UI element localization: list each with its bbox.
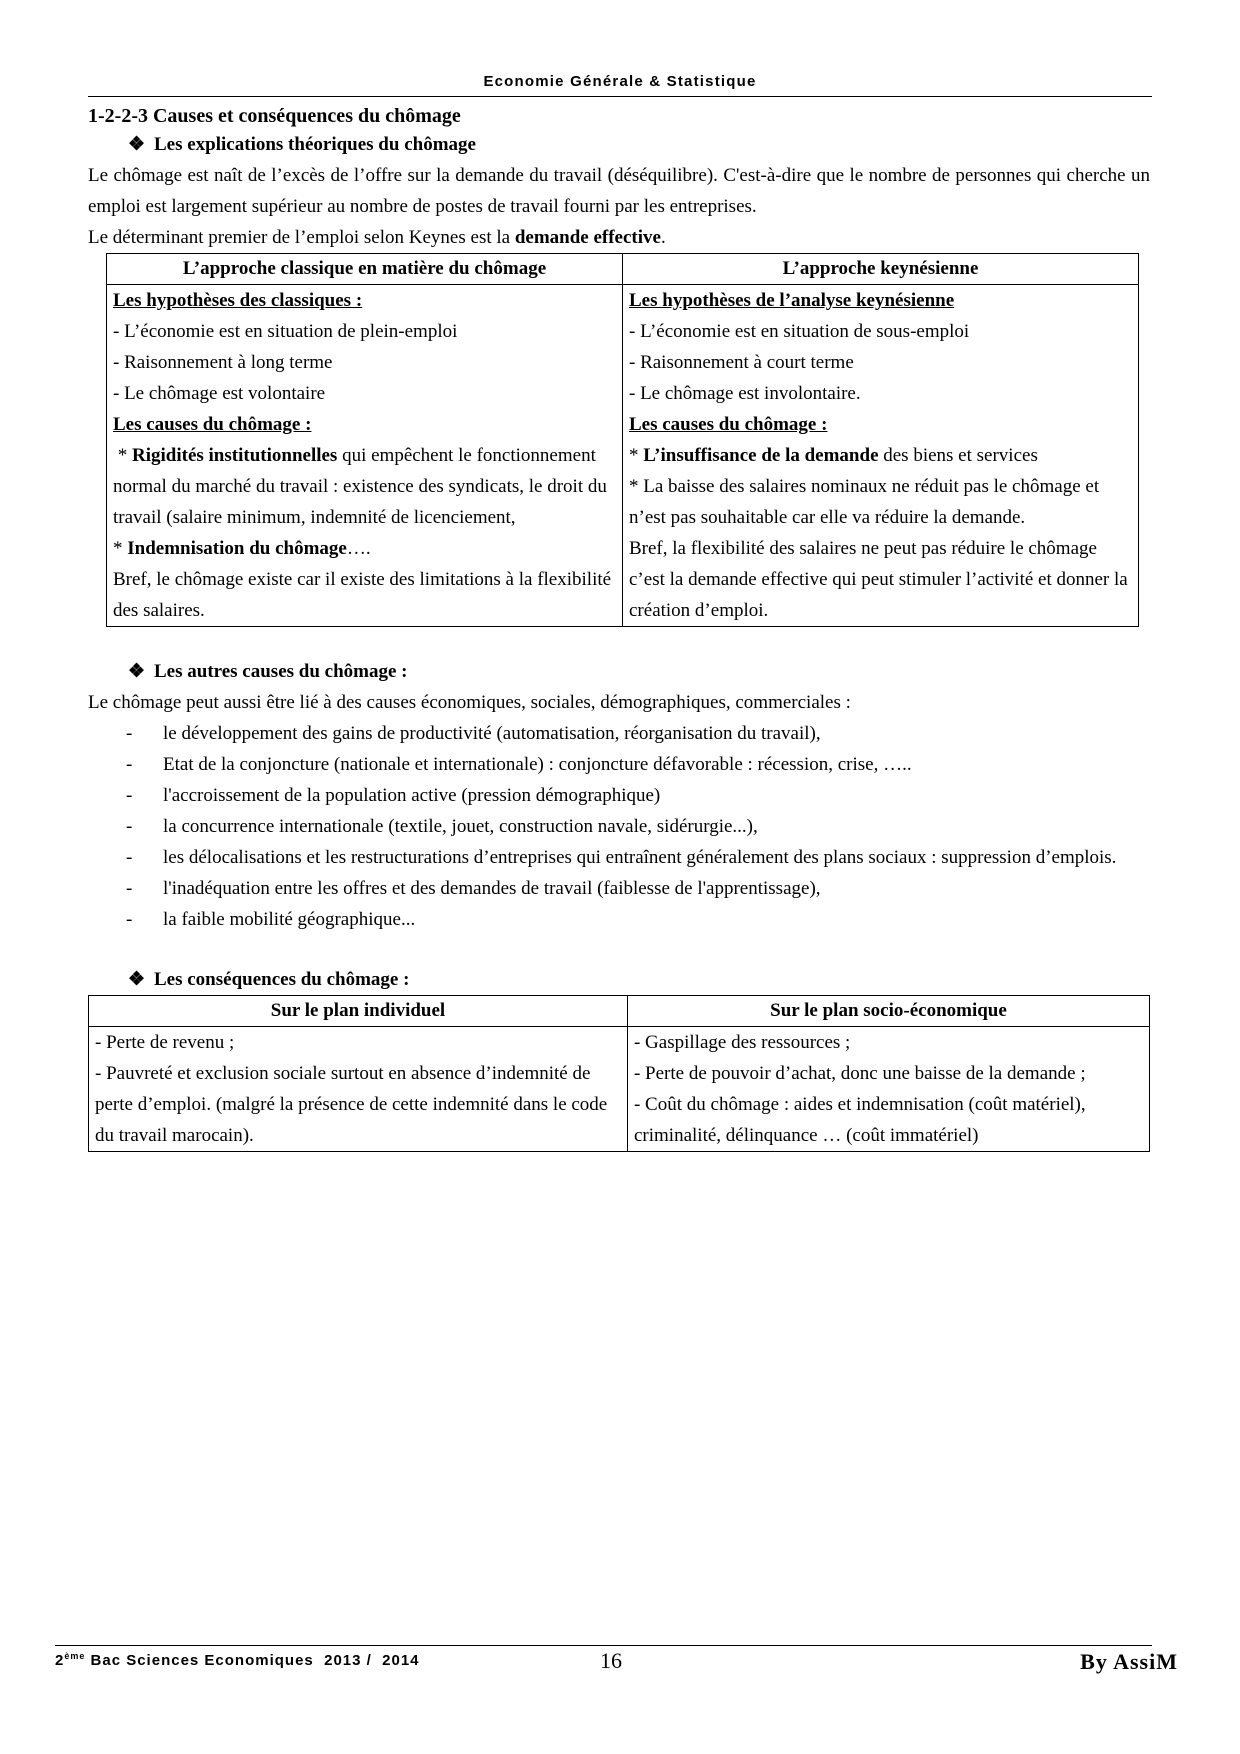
subsection-autres-causes: ❖ Les autres causes du chômage :	[88, 657, 1150, 687]
keynesian-hyp-item: - Le chômage est involontaire.	[629, 383, 861, 404]
socio-header: Sur le plan socio-économique	[627, 996, 1149, 1027]
keynesian-cause-1: * L’insuffisance de la demande des biens et services	[629, 445, 1038, 466]
running-header: Economie Générale & Statistique	[483, 73, 757, 90]
paragraph-intro: Le chômage est naît de l’excès de l’offre sur la demande du travail (déséquilibre). C'est-à-dire que le nombre de personnes qui cherche un emploi est largement supérieur au nombre de postes de travail fourni par les entreprises.	[88, 165, 1150, 217]
classical-hyp-item: - Raisonnement à long terme	[113, 352, 333, 373]
socio-item: - Gaspillage des ressources ;	[633, 1032, 851, 1053]
paragraph-keynes: Le déterminant premier de l’emploi selon Keynes est la demande effective.	[88, 227, 666, 248]
keynesian-cause-2: * La baisse des salaires nominaux ne réduit pas le chômage et n’est pas souhaitable car elle va réduire la demande.	[629, 476, 1100, 528]
classical-cause-2: * Indemnisation du chômage….	[113, 538, 371, 559]
subsection-consequences: ❖ Les conséquences du chômage :	[88, 965, 1150, 995]
diamond-bullet-icon: ❖	[128, 134, 146, 155]
list-item: - Etat de la conjoncture (nationale et internationale) : conjoncture défavorable : récession, crise, …..	[88, 749, 1150, 780]
diamond-bullet-icon: ❖	[128, 661, 146, 682]
section-title: 1-2-2-3 Causes et conséquences du chômage	[88, 105, 461, 127]
consequences-table	[88, 995, 1150, 1152]
individual-item: - Pauvreté et exclusion sociale surtout en absence d’indemnité de perte d’emploi. (malgré la présence de cette indemnité dans le code du travail marocain).	[95, 1063, 608, 1146]
keynesian-conclusion: Bref, la flexibilité des salaires ne peut pas réduire le chômage c’est la demande effective qui peut stimuler l’activité et donner la création d’emploi.	[629, 538, 1128, 621]
individual-item: - Perte de revenu ;	[95, 1032, 235, 1053]
socio-item: - Coût du chômage : aides et indemnisation (coût matériel), criminalité, délinquance … (coût immatériel)	[633, 1094, 1086, 1146]
classical-causes-title: Les causes du chômage :	[113, 414, 312, 435]
list-item: - l'inadéquation entre les offres et des demandes de travail (faiblesse de l'apprentissage),	[88, 873, 1150, 904]
keynesian-hyp-item: - Raisonnement à court terme	[629, 352, 854, 373]
subsection-explications: ❖ Les explications théoriques du chômage	[88, 130, 1150, 160]
diamond-bullet-icon: ❖	[128, 969, 146, 990]
footer-author: By AssiM	[1080, 1649, 1178, 1674]
socio-cell	[627, 1027, 1149, 1152]
classical-hyp-item: - L’économie est en situation de plein-emploi	[113, 321, 458, 342]
list-item: - les délocalisations et les restructurations d’entreprises qui entraînent généralement des plans sociaux : suppression d’emplois.	[88, 842, 1150, 873]
individual-cell	[89, 1027, 628, 1152]
classical-hyp-title: Les hypothèses des classiques :	[113, 290, 363, 311]
page-number: 16	[600, 1648, 622, 1673]
classical-hyp-item: - Le chômage est volontaire	[113, 383, 326, 404]
list-item: - le développement des gains de productivité (automatisation, réorganisation du travail),	[88, 718, 1150, 749]
page-content	[88, 102, 1150, 1152]
classical-header: L’approche classique en matière du chômage	[107, 254, 623, 285]
footer-rule	[55, 1645, 1152, 1646]
approaches-table	[106, 253, 1139, 627]
keynesian-cell	[623, 285, 1139, 627]
classical-conclusion: Bref, le chômage existe car il existe des limitations à la flexibilité des salaires.	[113, 569, 612, 621]
footer-level: 2ème Bac Sciences Economiques 2013 / 2014	[55, 1651, 420, 1669]
individual-header: Sur le plan individuel	[89, 996, 628, 1027]
autres-intro: Le chômage peut aussi être lié à des causes économiques, sociales, démographiques, commerciales :	[88, 692, 851, 713]
keynesian-header: L’approche keynésienne	[623, 254, 1139, 285]
classical-cause-1: * Rigidités institutionnelles qui empêchent le fonctionnement normal du marché du travail : existence des syndicats, le droit du travail (salaire minimum, indemnité de licenciement,	[113, 445, 607, 528]
keynesian-causes-title: Les causes du chômage :	[629, 414, 828, 435]
autres-causes-list	[88, 718, 1150, 935]
list-item: - l'accroissement de la population active (pression démographique)	[88, 780, 1150, 811]
list-item: - la faible mobilité géographique...	[88, 904, 1150, 935]
keynesian-hyp-title: Les hypothèses de l’analyse keynésienne	[629, 290, 955, 311]
list-item: - la concurrence internationale (textile, jouet, construction navale, sidérurgie...),	[88, 811, 1150, 842]
header-rule	[88, 96, 1152, 97]
classical-cell	[107, 285, 623, 627]
socio-item: - Perte de pouvoir d’achat, donc une baisse de la demande ;	[633, 1063, 1086, 1084]
keynesian-hyp-item: - L’économie est en situation de sous-emploi	[629, 321, 970, 342]
